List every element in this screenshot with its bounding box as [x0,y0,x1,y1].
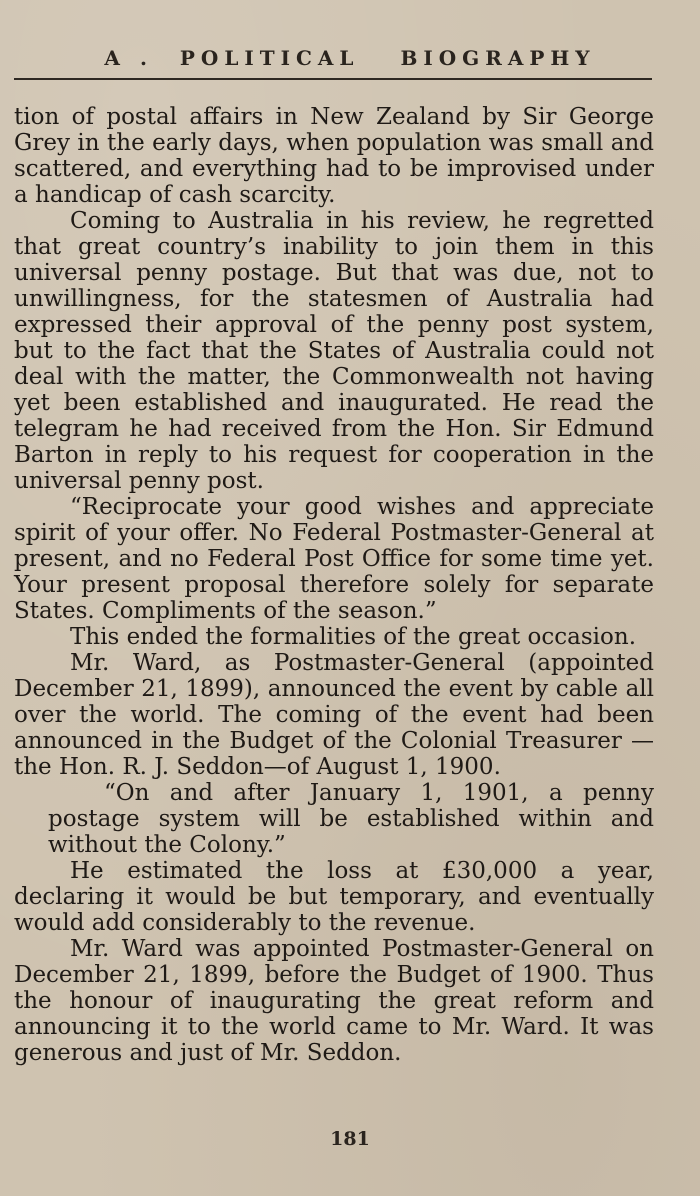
paragraph-loss-estimate: He estimated the loss at £30,000 a year, declaring it would be but temporary, and eventually would add considerably to the revenue. [14,858,654,936]
paragraph-formalities: This ended the formalities of the great occasion. [70,624,637,650]
page-number: 181 [330,1128,370,1150]
running-head-political: POLITICAL [179,46,360,70]
quote-budget: “On and after January 1, 1901, a penny postage system will be established within and without the Colony.” [48,780,654,858]
paragraph-continuation: tion of postal affairs in New Zealand by Sir George Grey in the early days, when population was small and scattered, and everything had to be improvised under a handicap of cash scarcity. [14,104,654,208]
header-rule [14,78,652,80]
running-head [0,46,700,70]
running-head-biography: BIOGRAPHY [400,46,596,70]
paragraph-australia: Coming to Australia in his review, he regretted that great country’s inability to join them in this universal penny postage. But that was due, not to unwillingness, for the statesmen of Australia had expressed their approval of the penny post system, but to the fact that the States of Australia could not deal with the matter, the Commonwealth not having yet been established and inaugurated. He read the telegram he had received from the Hon. Sir Edmund Barton in reply to his request for cooperation in the universal penny post. [14,208,654,494]
paragraph-ward-cable: Mr. Ward, as Postmaster-General (appointed December 21, 1899), announced the event by cable all over the world. The coming of the event had been announced in the Budget of the Colonial Treasurer —the Hon. R. J. Seddon—of August 1, 1900. [14,650,654,780]
running-head-article: A [104,46,126,70]
running-head-separator: . [139,46,153,70]
body-text [14,104,654,1066]
quote-barton-telegram: “Reciprocate your good wishes and appreciate spirit of your offer. No Federal Postmaster-General at present, and no Federal Post Office for some time yet. Your present proposal therefore solely for separate States. Compliments of the season.” [14,494,654,624]
paragraph-ward-appointed: Mr. Ward was appointed Postmaster-General on December 21, 1899, before the Budget of 1900. Thus the honour of inaugurating the great reform and announcing it to the world came to Mr. Ward. It was generous and just of Mr. Seddon. [14,936,654,1066]
